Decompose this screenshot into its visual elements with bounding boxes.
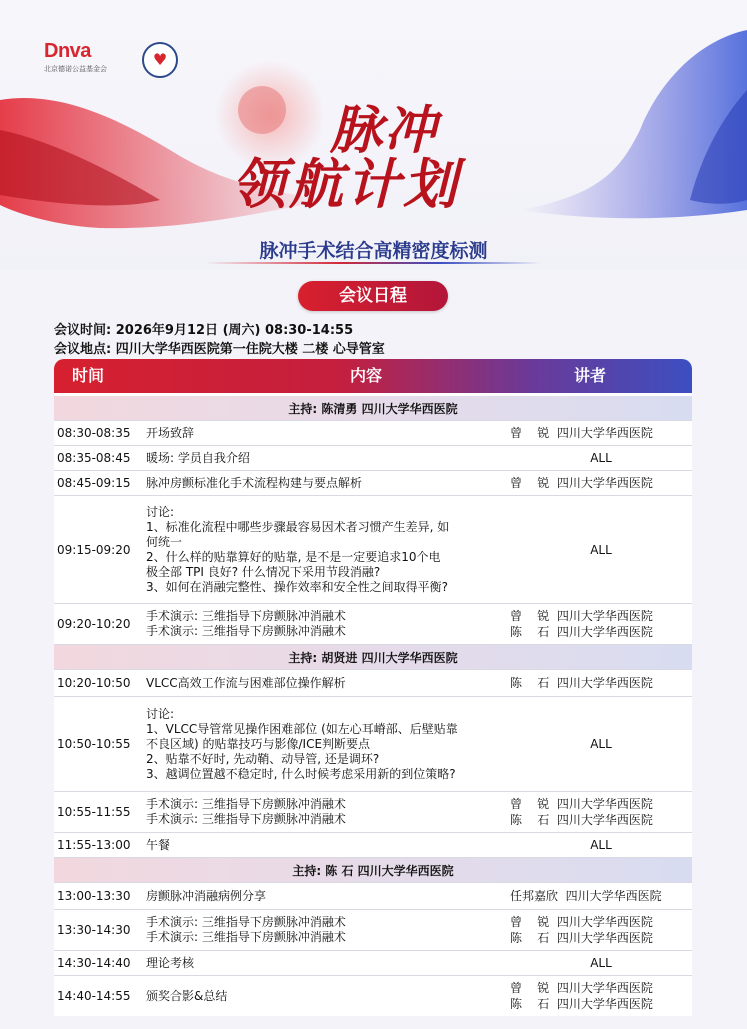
row-time: 08:45-09:15 <box>57 476 131 490</box>
table-header <box>54 359 692 393</box>
row-content: 手术演示: 三维指导下房颤脉冲消融术 <box>146 915 346 929</box>
row-time: 13:30-14:30 <box>57 923 131 937</box>
row-content: 房颤脉冲消融病例分享 <box>146 888 267 903</box>
row-time: 10:55-11:55 <box>57 805 131 819</box>
table-body <box>54 393 692 1016</box>
row-content: 理论考核 <box>146 955 195 970</box>
title-line2: 领航计划 <box>232 152 460 216</box>
header-content: 内容 <box>350 366 383 385</box>
row-speaker: 曾 锐 四川大学华西医院 <box>510 981 653 995</box>
row-speaker: 陈 石 四川大学华西医院 <box>510 813 653 827</box>
header-time: 时间 <box>72 366 105 385</box>
discussion-line: 不良区域) 的贴靠技巧与影像/ICE判断要点 <box>146 736 371 751</box>
table-row <box>54 604 692 645</box>
row-speaker: 曾 锐 四川大学华西医院 <box>510 476 653 490</box>
row-speaker: 陈 石 四川大学华西医院 <box>510 676 653 690</box>
row-content: 暖场: 学员自我介绍 <box>146 450 250 465</box>
row-time: 13:00-13:30 <box>57 889 131 903</box>
row-content: 开场致辞 <box>146 425 195 440</box>
host-row: 主持: 陈 石 四川大学华西医院 <box>54 858 692 883</box>
subtitle: 脉冲手术结合高精密度标测 <box>259 240 488 262</box>
row-content: 脉冲房颤标准化手术流程构建与要点解析 <box>146 475 363 490</box>
table-row <box>54 951 692 976</box>
row-content: 手术演示: 三维指导下房颤脉冲消融术 <box>146 797 346 811</box>
row-speaker: 曾 锐 四川大学华西医院 <box>510 426 653 440</box>
header-speaker: 讲者 <box>574 366 607 385</box>
host-row: 主持: 胡贤进 四川大学华西医院 <box>54 645 692 670</box>
row-content: 手术演示: 三维指导下房颤脉冲消融术 <box>146 609 346 623</box>
row-time: 11:55-13:00 <box>57 838 131 852</box>
table-row <box>54 471 692 496</box>
discussion-line: 3、如何在消融完整性、操作效率和安全性之间取得平衡? <box>146 579 449 594</box>
row-speaker: 陈 石 四川大学华西医院 <box>510 625 653 639</box>
row-time: 10:20-10:50 <box>57 676 131 690</box>
row-time: 14:30-14:40 <box>57 956 131 970</box>
meeting-location: 会议地点: 四川大学华西医院第一住院大楼 二楼 心导管室 <box>54 342 385 357</box>
row-content: 颁奖合影&总结 <box>146 988 228 1003</box>
subtitle-underline <box>205 262 541 264</box>
row-speaker: ALL <box>590 956 612 970</box>
dnva-logo <box>44 40 107 74</box>
discussion-content <box>142 496 510 603</box>
row-speaker: 任邦嘉欣 四川大学华西医院 <box>510 889 662 903</box>
table-row <box>54 496 692 604</box>
row-content: 手术演示: 三维指导下房颤脉冲消融术 <box>146 812 346 826</box>
row-speaker: 陈 石 四川大学华西医院 <box>510 997 653 1011</box>
row-speaker: 陈 石 四川大学华西医院 <box>510 931 653 945</box>
meeting-time: 会议时间: 2026年9月12日 (周六) 08:30-14:55 <box>54 323 354 338</box>
discussion-line: 2、什么样的贴靠算好的贴靠, 是不是一定要追求10个电 <box>146 549 441 564</box>
row-content: 午餐 <box>146 837 171 852</box>
discussion-line: 1、VLCC导管常见操作困难部位 (如左心耳嵴部、后壁贴靠 <box>146 721 458 736</box>
table-row <box>54 792 692 833</box>
table-row <box>54 446 692 471</box>
discussion-line: 极全部 TPI 良好? 什么情况下采用节段消融? <box>146 564 381 579</box>
row-time: 08:35-08:45 <box>57 451 131 465</box>
row-speaker: 曾 锐 四川大学华西医院 <box>510 915 653 929</box>
table-row <box>54 976 692 1016</box>
table-row <box>54 421 692 446</box>
row-time: 08:30-08:35 <box>57 426 131 440</box>
row-speaker: ALL <box>590 451 612 465</box>
discussion-line: 2、贴靠不好时, 先动鞘、动导管, 还是调环? <box>146 751 380 766</box>
discussion-line: 3、越调位置越不稳定时, 什么时候考虑采用新的到位策略? <box>146 766 456 781</box>
table-row <box>54 833 692 858</box>
row-speaker: ALL <box>590 838 612 852</box>
logo-org: 北京德诺公益基金会 <box>44 65 107 73</box>
title-line1: 脉冲 <box>330 100 439 161</box>
discussion-line: 讨论: <box>146 504 175 519</box>
discussion-line: 何统一 <box>146 534 183 549</box>
table-row <box>54 883 692 910</box>
row-time: 09:20-10:20 <box>57 617 131 631</box>
table-row <box>54 697 692 792</box>
schedule-table <box>54 359 692 1016</box>
table-row <box>54 910 692 951</box>
row-speaker: 曾 锐 四川大学华西医院 <box>510 609 653 623</box>
discussion-content <box>142 697 510 791</box>
row-time: 09:15-09:20 <box>57 542 131 557</box>
row-content: 手术演示: 三维指导下房颤脉冲消融术 <box>146 624 346 638</box>
row-speaker: ALL <box>590 737 612 751</box>
logo-brand: Dnva <box>44 40 91 62</box>
table-row <box>54 670 692 697</box>
row-time: 14:40-14:55 <box>57 989 131 1003</box>
discussion-line: 1、标准化流程中哪些步骤最容易因术者习惯产生差异, 如 <box>146 519 450 534</box>
row-speaker: ALL <box>590 542 612 557</box>
association-seal-icon: ♥ <box>142 42 178 78</box>
header-banner <box>0 0 747 270</box>
host-row: 主持: 陈清勇 四川大学华西医院 <box>54 396 692 421</box>
row-content: VLCC高效工作流与困难部位操作解析 <box>146 675 346 690</box>
row-time: 10:50-10:55 <box>57 737 131 751</box>
row-content: 手术演示: 三维指导下房颤脉冲消融术 <box>146 930 346 944</box>
row-speaker: 曾 锐 四川大学华西医院 <box>510 797 653 811</box>
agenda-badge: 会议日程 <box>298 281 448 311</box>
discussion-line: 讨论: <box>146 706 175 721</box>
